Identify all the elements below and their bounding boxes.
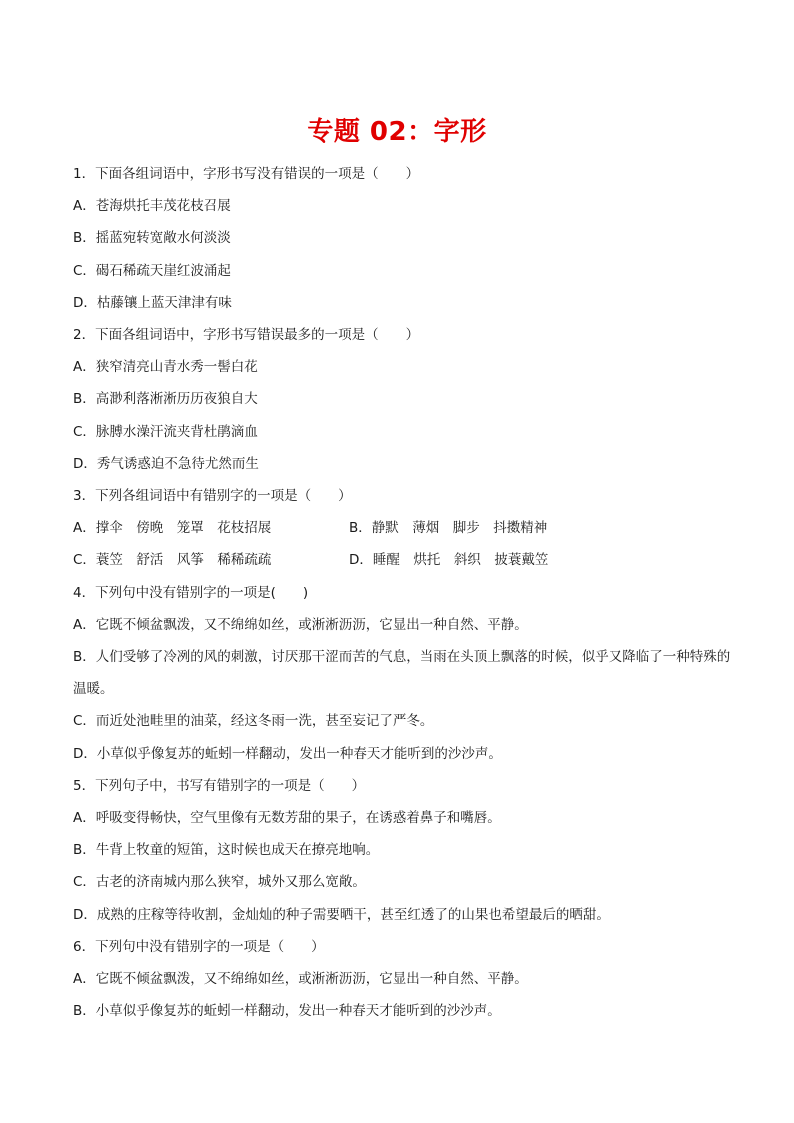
option-a: A．苍海烘托丰茂花枝召展 bbox=[73, 198, 231, 215]
option-a: A．撑伞 傍晚 笼罩 花枝招展 bbox=[73, 520, 272, 537]
option-c: C．而近处池畦里的油菜，经这冬雨一洗，甚至妄记了严冬。 bbox=[73, 713, 434, 730]
option-d: D．成熟的庄稼等待收割，金灿灿的种子需要晒干，甚至红透了的山果也希望最后的晒甜。 bbox=[73, 906, 610, 923]
option-c: C．脉膊水澡汗流夹背杜鹃滴血 bbox=[73, 423, 258, 440]
option-d: D．小草似乎像复苏的蚯蚓一样翻动，发出一种春天才能听到的沙沙声。 bbox=[73, 745, 502, 762]
question-stem: 1．下面各组词语中，字形书写没有错误的一项是（ ） bbox=[73, 166, 420, 182]
option-a: A．狭窄清亮山青水秀一髻白花 bbox=[73, 359, 258, 376]
option-c: C．蓑笠 舒活 风筝 稀稀疏疏 bbox=[73, 552, 272, 569]
option-b: B．人们受够了冷冽的风的刺激，讨厌那干涩而苦的气息，当雨在头顶上飘落的时候，似乎又降临了一种特殊的温暖。 bbox=[73, 649, 731, 698]
option-b: B．高渺利落淅淅历历夜狼自大 bbox=[73, 391, 258, 408]
question-stem: 6．下列句中没有错别字的一项是（ ） bbox=[73, 938, 325, 955]
option-row bbox=[73, 512, 733, 544]
option-b: B．牛背上牧童的短笛，这时候也成天在撩亮地响。 bbox=[73, 842, 380, 859]
option-d: D．秀气诱惑迫不急待尤然而生 bbox=[73, 455, 259, 472]
option-a: A．它既不倾盆飘泼，又不绵绵如丝，或淅淅沥沥，它显出一种自然、平静。 bbox=[73, 971, 528, 988]
question-stem: 2．下面各组词语中，字形书写错误最多的一项是（ ） bbox=[73, 327, 420, 344]
option-b: B．摇蓝宛转宽敞水何淡淡 bbox=[73, 230, 231, 247]
question-stem: 3．下列各组词语中有错别字的一项是（ ） bbox=[73, 488, 352, 505]
option-c: C．碣石稀疏天崖红波涌起 bbox=[73, 262, 231, 279]
option-d: D．睡醒 烘托 斜织 披蓑戴笠 bbox=[349, 552, 549, 569]
option-d: D．枯藤镶上蓝天津津有味 bbox=[73, 294, 232, 311]
page-title: 专题 02：字形 bbox=[307, 117, 487, 147]
option-a: A．呼吸变得畅快，空气里像有无数芳甜的果子，在诱惑着鼻子和嘴唇。 bbox=[73, 810, 501, 827]
question-stem: 5．下列句子中，书写有错别字的一项是（ ） bbox=[73, 777, 366, 794]
question-stem: 4．下列句中没有错别字的一项是( ) bbox=[73, 584, 309, 601]
option-c: C．古老的济南城内那么狭窄，城外又那么宽敞。 bbox=[73, 874, 366, 891]
option-row bbox=[73, 544, 733, 576]
option-b: B．小草似乎像复苏的蚯蚓一样翻动，发出一种春天才能听到的沙沙声。 bbox=[73, 1003, 501, 1020]
option-b: B．静默 薄烟 脚步 抖擞精神 bbox=[349, 520, 548, 537]
option-a: A．它既不倾盆飘泼，又不绵绵如丝，或淅淅沥沥，它显出一种自然、平静。 bbox=[73, 616, 528, 633]
question-list bbox=[73, 158, 733, 1027]
